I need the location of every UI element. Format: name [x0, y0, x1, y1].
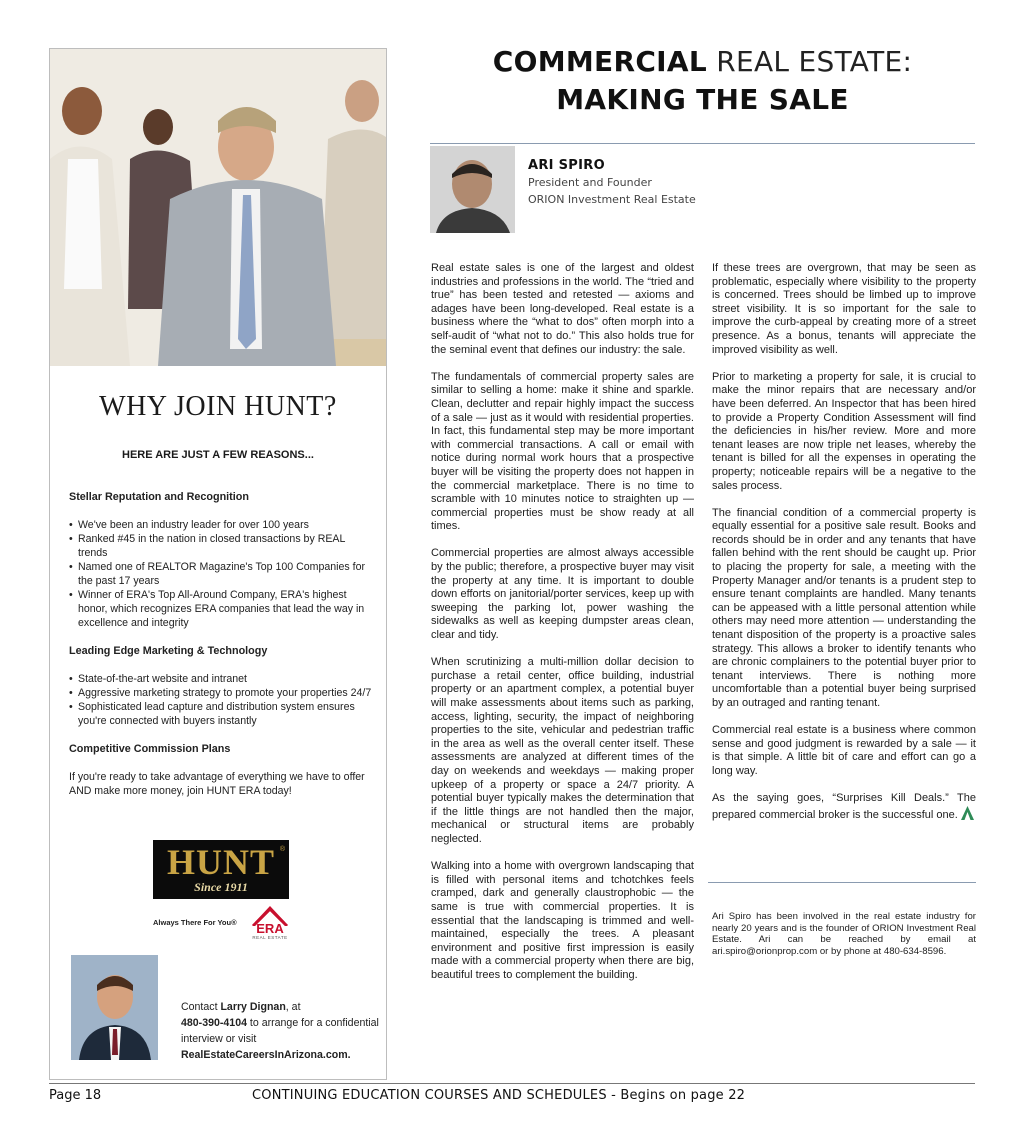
agent-portrait: [71, 955, 158, 1060]
contact-prefix: Contact: [181, 1001, 221, 1013]
article-paragraph: Commercial properties are almost always accessible by the public; therefore, a prospective buyer may visit the property at any time. It is important to double down efforts on janitorial/porter services, keep up with sweeping the parking lot, power washing the sidewalks as well as keeping dumpster areas clean, clear and tidy.: [431, 547, 694, 642]
ad-bullet: • Ranked #45 in the nation in closed transactions by REAL trends: [69, 532, 375, 560]
article-paragraph: Prior to marketing a property for sale, it is crucial to make the minor repairs that are necessary and/or have been deferred. An Inspector that has been hired to provide a Property Condition Assessment will find the deficiencies in his/her review. More and more tenant leases are now triple net leases, whereby the tenant is billed for all the expenses in operating the property; noticeable repairs will be a negative to the sales process.: [712, 370, 976, 492]
ad-bullet-list: [69, 518, 375, 630]
article-paragraph: Walking into a home with overgrown landscaping that is filled with personal items and tchotchkes feels cramped, dark and generally claustrophobic — the same is true with commercial properties. It is essential that the landscaping is trimmed and well-maintained, especially the trees. A pleasant environment and positive first impression is easily made with a commercial property when there are big, beautiful trees to complement the building.: [431, 860, 694, 981]
author-name: ARI SPIRO: [528, 158, 605, 173]
team-photo: [50, 49, 386, 366]
headline-bold: COMMERCIAL: [492, 45, 708, 78]
hunt-logo-since: Since 1911: [194, 879, 248, 894]
article-paragraph: If these trees are overgrown, that may be seen as problematic, especially where visibility to the property is concerned. Trees should be limbed up to improve street visibility. It is so important for the sale to improve the curb-appeal by creating more of a street presence. As a bonus, tenants will appreciate the improved visibility as well.: [712, 262, 976, 356]
headline-line2: MAKING THE SALE: [556, 83, 849, 116]
author-bio: Ari Spiro has been involved in the real estate industry for nearly 20 years and is the founder of ORION Investment Real Estate. Ari can be reached by email at ari.spiro@orionprop.com or by phone at 480-634-8596.: [712, 911, 976, 957]
contact-mid: , at: [285, 1001, 301, 1013]
era-logo-sub: REAL ESTATE: [252, 935, 288, 940]
headline-light: REAL ESTATE:: [707, 45, 913, 78]
ad-title: WHY JOIN HUNT?: [99, 391, 337, 422]
author-company: ORION Investment Real Estate: [528, 193, 696, 206]
page-number: Page 18: [49, 1088, 102, 1103]
ad-section-heading: Competitive Commission Plans: [69, 743, 231, 755]
article-paragraph: The fundamentals of commercial property sales are similar to selling a home: make it shine and sparkle. Clean, declutter and repair highly impact the success of a sale — just as it would with residential properties. In fact, this fundamental step may be more important with commercial transactions. A call or email with notice during normal work hours that a prospective buyer will be visiting the property does not happen in the commercial marketplace. There is no time to scramble with 10 minutes notice to straighten up — commercial properties must be show ready at all times.: [431, 370, 694, 533]
article-paragraph: The financial condition of a commercial property is equally essential for a positive sale result. Books and records should be in order and any tenants that have fallen behind with the rent should be caught up. Prior to placing the property for sale, a meeting with the Property Manager and/or tenants is a prudent step to ensure tenant complaints are handled. Many tenants can be appeased with a little personal attention while others may need more attention — understanding the tenant disposition of the property is a proactive sales strategy. This allows a broker to identify tenants who are chronic complainers to the potential buyer prior to tenant interviews. There is nothing more uncomfortable than a potential buyer being surprised by an outraged and ranting tenant.: [712, 506, 976, 709]
era-logo: [251, 902, 289, 948]
article-column-right: [712, 262, 976, 836]
header-divider: [430, 143, 975, 144]
ad-bullet-list: [69, 672, 375, 728]
final-paragraph-text: As the saying goes, “Surprises Kill Deals.” The prepared commercial broker is the successful one.: [712, 792, 976, 821]
ad-bullet: • Winner of ERA's Top All-Around Company, ERA's highest honor, which recognizes ERA companies that lead the way in excellence and integrity: [69, 588, 375, 630]
ad-bullet: • Aggressive marketing strategy to promote your properties 24/7: [69, 686, 375, 700]
ad-body: [69, 490, 375, 798]
era-logo-word: ERA: [256, 921, 284, 936]
author-title: President and Founder: [528, 176, 652, 189]
contact-name: Larry Dignan: [220, 1001, 286, 1013]
contact-website[interactable]: RealEstateCareersInArizona.com.: [181, 1049, 351, 1061]
footer-note: CONTINUING EDUCATION COURSES AND SCHEDULES - Begins on page 22: [252, 1088, 746, 1103]
footer-divider: [49, 1083, 975, 1084]
author-portrait: [430, 146, 515, 233]
ad-bullet: • We've been an industry leader for over 100 years: [69, 518, 375, 532]
hunt-ad: [49, 48, 387, 1080]
article-column-left: [431, 262, 694, 996]
hunt-logo: [153, 840, 289, 899]
contact-phone: 480-390-4104: [181, 1017, 247, 1029]
author-photo: [430, 146, 515, 233]
ad-bullet: • Named one of REALTOR Magazine's Top 100 Companies for the past 17 years: [69, 560, 375, 588]
team-photo-illustration: [50, 49, 386, 366]
ad-section-heading: Leading Edge Marketing & Technology: [69, 645, 268, 657]
agent-photo: [71, 955, 158, 1060]
end-mark-icon: [961, 806, 974, 820]
ad-subtitle: HERE ARE JUST A FEW REASONS...: [122, 449, 314, 461]
ad-section-heading: Stellar Reputation and Recognition: [69, 491, 249, 503]
ad-closing: If you're ready to take advantage of everything we have to offer AND make more money, join HUNT ERA today!: [69, 771, 365, 797]
era-house-icon: [251, 902, 289, 926]
article-final-paragraph: [712, 792, 976, 822]
ad-contact: [181, 999, 381, 1063]
article-headline: [430, 44, 975, 120]
article-paragraph: Real estate sales is one of the largest and oldest industries and professions in the world. The “tried and true” has been tested and retested — axioms and adages have been long-developed. Real estate is a business where the “what to dos” often morph into a self-audit of “what not to do.” This also holds true for the seminal event that defines our industry: the sale.: [431, 262, 694, 356]
ad-tagline: Always There For You®: [153, 918, 237, 927]
registered-mark: ®: [279, 846, 285, 853]
ad-bullet: • Sophisticated lead capture and distribution system ensures you're connected with buyers instantly: [69, 700, 375, 728]
ad-bullet: • State-of-the-art website and intranet: [69, 672, 375, 686]
article-paragraph: Commercial real estate is a business where common sense and good judgment is rewarded by a sale — it is that simple. A little bit of care and effort can go a long way.: [712, 724, 976, 777]
author-block: [528, 158, 696, 207]
contact-after-phone: to arrange for a confidential interview or visit: [181, 1017, 379, 1045]
hunt-logo-word: HUNT: [166, 841, 275, 882]
bio-divider: [708, 882, 976, 883]
article-paragraph: When scrutinizing a multi-million dollar decision to purchase a retail center, office building, industrial property or an apartment complex, a potential buyer will make assessments about items such as parking, access, lighting, security, the impact of neighboring properties to the site, vehicular and pedestrian traffic in the area as well as the overall center itself. These assessments are analyzed at different times of the day on weekends and weekdays — making proper upkeep of a property or space a 24/7 priority. A potential buyer typically makes the determination that if the little things are not handled then the major, mechanical or structural items are probably neglected.: [431, 656, 694, 845]
